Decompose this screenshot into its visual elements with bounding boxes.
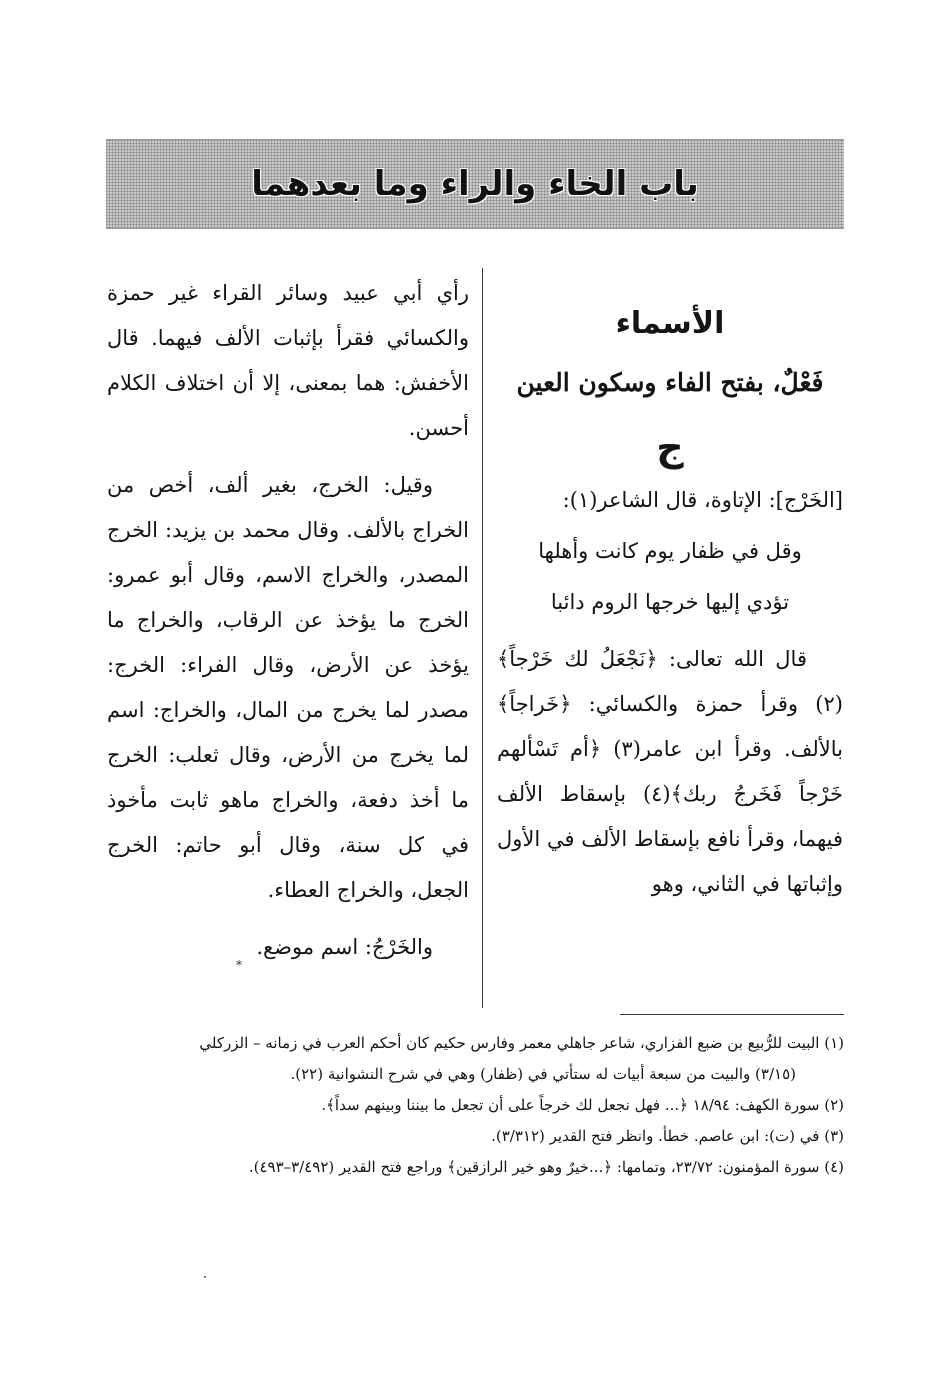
- footnote-3: (٣) في (ت): ابن عاصم. خطأ. وانظر فتح القدير (٣/٣١٢).: [491, 1127, 844, 1145]
- scan-speck: [204, 1276, 206, 1278]
- entry-headword: [الخَرْج]: الإتاوة، قال الشاعر(١):: [562, 488, 843, 512]
- footnote-2: (٢) سورة الكهف: ١٨/٩٤ ﴿... فهل نجعل لك خرجاً على أن تجعل ما بيننا وبينهم سداً﴾.: [321, 1096, 844, 1114]
- asterisk-mark: *: [236, 958, 242, 972]
- poem-verse-1: وقل في ظفار يوم كانت وأهلها: [538, 539, 802, 563]
- footnote-rule: [620, 1014, 844, 1015]
- place-name-entry: والخَرْجُ: اسم موضع.: [256, 935, 433, 959]
- footnotes: [107, 1028, 844, 1183]
- footnote-1: (١) البيت للرُّبيع بن ضبع الفزاري، شاعر جاهلي معمر وفارس حكيم كان أحكم العرب في زمانه – الزركلي: [199, 1034, 844, 1052]
- pattern-heading: فَعْلٌ، بفتح الفاء وسكون العين: [516, 368, 824, 397]
- chapter-title: باب الخاء والراء وما بعدهما: [251, 164, 699, 204]
- right-column: [497, 298, 843, 907]
- left-column: [107, 271, 469, 970]
- letter-heading: ج: [656, 425, 684, 469]
- poem-verse-2: تؤدي إليها خرجها الروم دائبا: [550, 590, 790, 614]
- footnote-1-continued: (٣/١٥) والبيت من سبعة أبيات له ستأتي في (ظفار) وهي في شرح النشوانية (٢٢).: [290, 1065, 796, 1083]
- footnote-4: (٤) سورة المؤمنون: ٢٣/٧٢، وتمامها: ﴿...خيرٌ وهو خير الرازقين﴾ وراجع فتح القدير (٣/٤٩٢–٤٩٣).: [248, 1158, 844, 1176]
- entry-body: قال الله تعالى: ﴿نَجْعَلُ لك خَرْجاً﴾(٢) وقرأ حمزة والكسائي: ﴿خَراجاً﴾ بالألف. وقرأ ابن عامر(٣) ﴿أم تَسْألهم خَرْجاً فَخَرجُ ربك﴾(٤) بإسقاط الألف فيهما، وقرأ نافع بإسقاط الألف في الأول وإثباتها في الثاني، وهو: [497, 647, 843, 896]
- chapter-banner: [106, 139, 844, 229]
- definitions-paragraph: وقيل: الخرج، بغير ألف، أخص من الخراج بالألف. وقال محمد بن يزيد: الخرج المصدر، والخراج الاسم، وقال أبو عمرو: الخرج ما يؤخذ عن الرقاب، والخراج ما يؤخذ عن الأرض، وقال الفراء: الخرج: مصدر لما يخرج من المال، والخراج: اسم لما يخرج من الأرض، وقال ثعلب: الخرج ما أخذ دفعة، والخراج ماهو ثابت مأخوذ في كل سنة، وقال أبو حاتم: الخرج الجعل، والخراج العطاء.: [107, 473, 469, 902]
- column-divider: [482, 268, 483, 1008]
- continued-paragraph: رأي أبي عبيد وسائر القراء غير حمزة والكسائي فقرأ بإثبات الألف فيهما. قال الأخفش: هما بمعنى، إلا أن اختلاف الكلام أحسن.: [107, 281, 469, 440]
- section-heading: الأسماء: [615, 306, 725, 341]
